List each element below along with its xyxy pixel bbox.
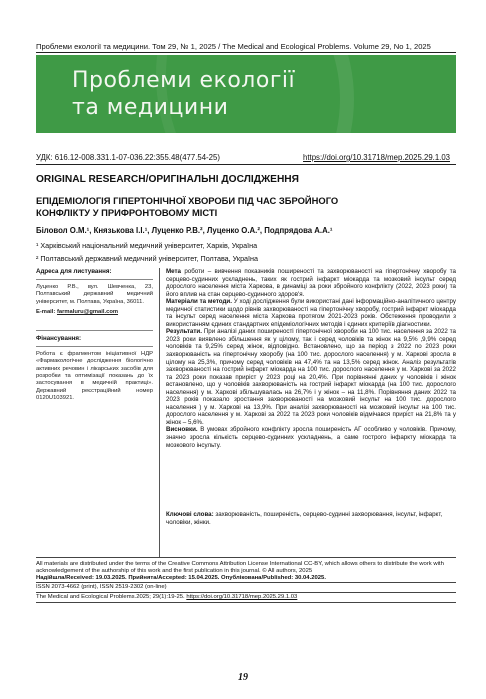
abstract-methods [166, 298, 456, 328]
affiliation-2: ² Полтавський державний медичний університет, Полтава, Україна [36, 254, 259, 263]
udk-code: УДК: 616.12-008.331.1-07-036.22:355.48(477.54-25) [36, 153, 220, 162]
aim-label: Мета [166, 268, 181, 275]
results-text: При аналізі даних поширеності гіпертонічної хвороби на 100 тис. населення за 2022 та 2023 роки виявлено збільшення як у цілому, так і серед чоловіків та жінок на 9,5% ,9,9% серед чоловіків та 9,25% серед жінок, відповідно. Встановлено, що за період з 2022 по 2023 роки захворюваність на гіпертонічну хворобу (на 100 тис. дорослого населення) у м. Харкові зросла в цілому на 25,3%, причому серед чоловіків на 47,4% та на 13,5% серед жінок. Аналіз результатів захворюваності на гострий інфаркт міокарда на 100 тис. дорослого населення у м. Харкові за 2022 та 2023 роки показав приріст у 2023 році на 20,4%. При порівнянні даних у чоловіків і жінок встановлено, що у чоловіків захворюваність на гострий інфаркт міокарда (на 100 тис. дорослого населення) у м. Харкові збільшувалась на 26,7% і у жінок – на 11,8%. Порівняння даних 2022 та 2023 років показало зростання захворюваності на мозковий інсульт на 100 тис. дорослого населення ) у м. Харкові на 13,9%. При аналізі захворюваності на мозковий інсульт на 100 тис. дорослого населення у м. Харкові за 2022 та 2023 роки чоловіків відмічався приріст на 21,8% та у жінок – 5,6%. [166, 328, 456, 426]
citation [36, 594, 297, 600]
meta-rule [36, 164, 456, 165]
abstract-conclusions [166, 426, 456, 449]
title-line-1: ЕПІДЕМІОЛОГІЯ ГІПЕРТОНІЧНОЇ ХВОРОБИ ПІД ЧАС ЗБРОЙНОГО [36, 195, 339, 206]
issn: ISSN 2073-4662 (print), ISSN 2519-2302 (on-line) [36, 584, 167, 590]
header-rule [36, 52, 456, 53]
abstract-aim [166, 268, 456, 298]
sidebar-divider [36, 346, 153, 347]
running-header: Проблеми екології та медицини. Том 29, № 1, 2025 / The Medical and Ecological Problems. Volume 29, No 1, 2025 [36, 42, 431, 51]
correspondence-sidebar [36, 268, 160, 558]
license-text: All materials are distributed under the terms of the Creative Commons Attribution License International CC-BY, which allows others to distribute the work with acknowledgement of the authorship of this work and the first publication in this journal. © All authors, 2025 [36, 561, 444, 575]
footer-rule [36, 602, 456, 603]
funding-heading: Фінансування: [36, 335, 82, 343]
sidebar-divider [36, 330, 153, 331]
address-heading: Адреса для листування: [36, 268, 112, 275]
publication-dates: Надійшла/Received: 19.03.2025. Прийнята/Accepted: 15.04.2025. Опублікована/Published: 30.04.2025. [36, 575, 326, 582]
journal-banner [36, 55, 456, 133]
results-label: Результати. [166, 328, 202, 336]
authors: Біловол О.М.¹, Князькова І.І.¹, Луценко Р.В.², Луценко О.А.², Подпрядова А.А.¹ [36, 226, 333, 235]
doi-link[interactable]: https://doi.org/10.31718/mep.2025.29.1.03 [303, 153, 450, 162]
banner-title-line2: та медицини [72, 95, 229, 120]
affiliation-1: ¹ Харківський національний медичний університет, Харків, Україна [36, 241, 258, 250]
email-label: E-mail: [36, 308, 56, 315]
citation-prefix: The Medical and Ecological Problems.2025; 29(1):19-25. [36, 594, 185, 600]
email-link[interactable]: farmaluru@gmail.com [56, 308, 119, 315]
abstract [166, 268, 456, 449]
funding-text: Робота є фрагментом ініціативної НДР «Фармакологічне дослідження біологічно активних речовин і лікарських засобів для розробки та оптимізації показань до їх застосування в медичній практиці». Державний реєстраційний номер 0120U103921. [36, 351, 153, 401]
address-text: Луценко Р.В., вул. Шевченка, 23, Полтавський державний медичний університет, м. Полтава, Україна, 36011. [36, 284, 153, 305]
methods-label: Матеріали та методи. [166, 298, 232, 306]
keywords-label: Ключові слова: [166, 511, 214, 518]
sidebar-divider [36, 279, 153, 280]
footer-rule [36, 592, 456, 593]
conclusions-label: Висновки. [166, 426, 198, 434]
article-type: ORIGINAL RESEARCH/ОРИГІНАЛЬНІ ДОСЛІДЖЕННЯ [36, 174, 299, 185]
page-number: 19 [238, 672, 248, 683]
conclusions-text: В умовах збройного конфлікту зросла поширеність АГ особливо у чоловіків. Причому, значно зросла кількість серцево-судинних ускладнень, а саме гострого інфаркту міокарда та мозкового інсульту. [166, 426, 456, 449]
footer-rule [36, 582, 456, 583]
email-line [36, 309, 153, 316]
title-line-2: КОНФЛІКТУ У ПРИФРОНТОВОМУ МІСТІ [36, 207, 218, 218]
banner-title-line1: Проблеми екології [72, 68, 296, 93]
aim-text: роботи – вивчення показників поширеності та захворюваності на гіпертонічну хворобу та серцево-судинних ускладнень, таких як гострий інфаркт міокарда та мозковий інсульт серед дорослого населення міста Харкова, в динаміці за роки збройного конфлікту (2022, 2023 роки) та його вплив на стан серцево-судинного здоров'я. [166, 268, 456, 298]
license-block [36, 561, 456, 583]
keywords [166, 511, 456, 526]
methods-text: У ході дослідження були використані дані інформаційно-аналітичного центру медичної статистики щодо рівнів захворюваності на гіпертонічну хворобу, гострий інфаркт міокарда та інсульт серед населення міста Харкова протягом 2021-2023 років. Обстеження проводили з використанням єдиних стандартних епідеміологічних методів і єдиних критеріїв діагностики. [166, 298, 456, 328]
keywords-text: захворюваність, поширеність, серцево-судинні захворювання, інсульт, інфаркт, чоловіки, жінки. [166, 511, 443, 526]
abstract-results [166, 328, 456, 426]
footer-rule [36, 557, 456, 558]
article-title [36, 195, 456, 219]
citation-doi-link[interactable]: https://doi.org/10.31718/mep.2025.29.1.03 [186, 594, 298, 600]
